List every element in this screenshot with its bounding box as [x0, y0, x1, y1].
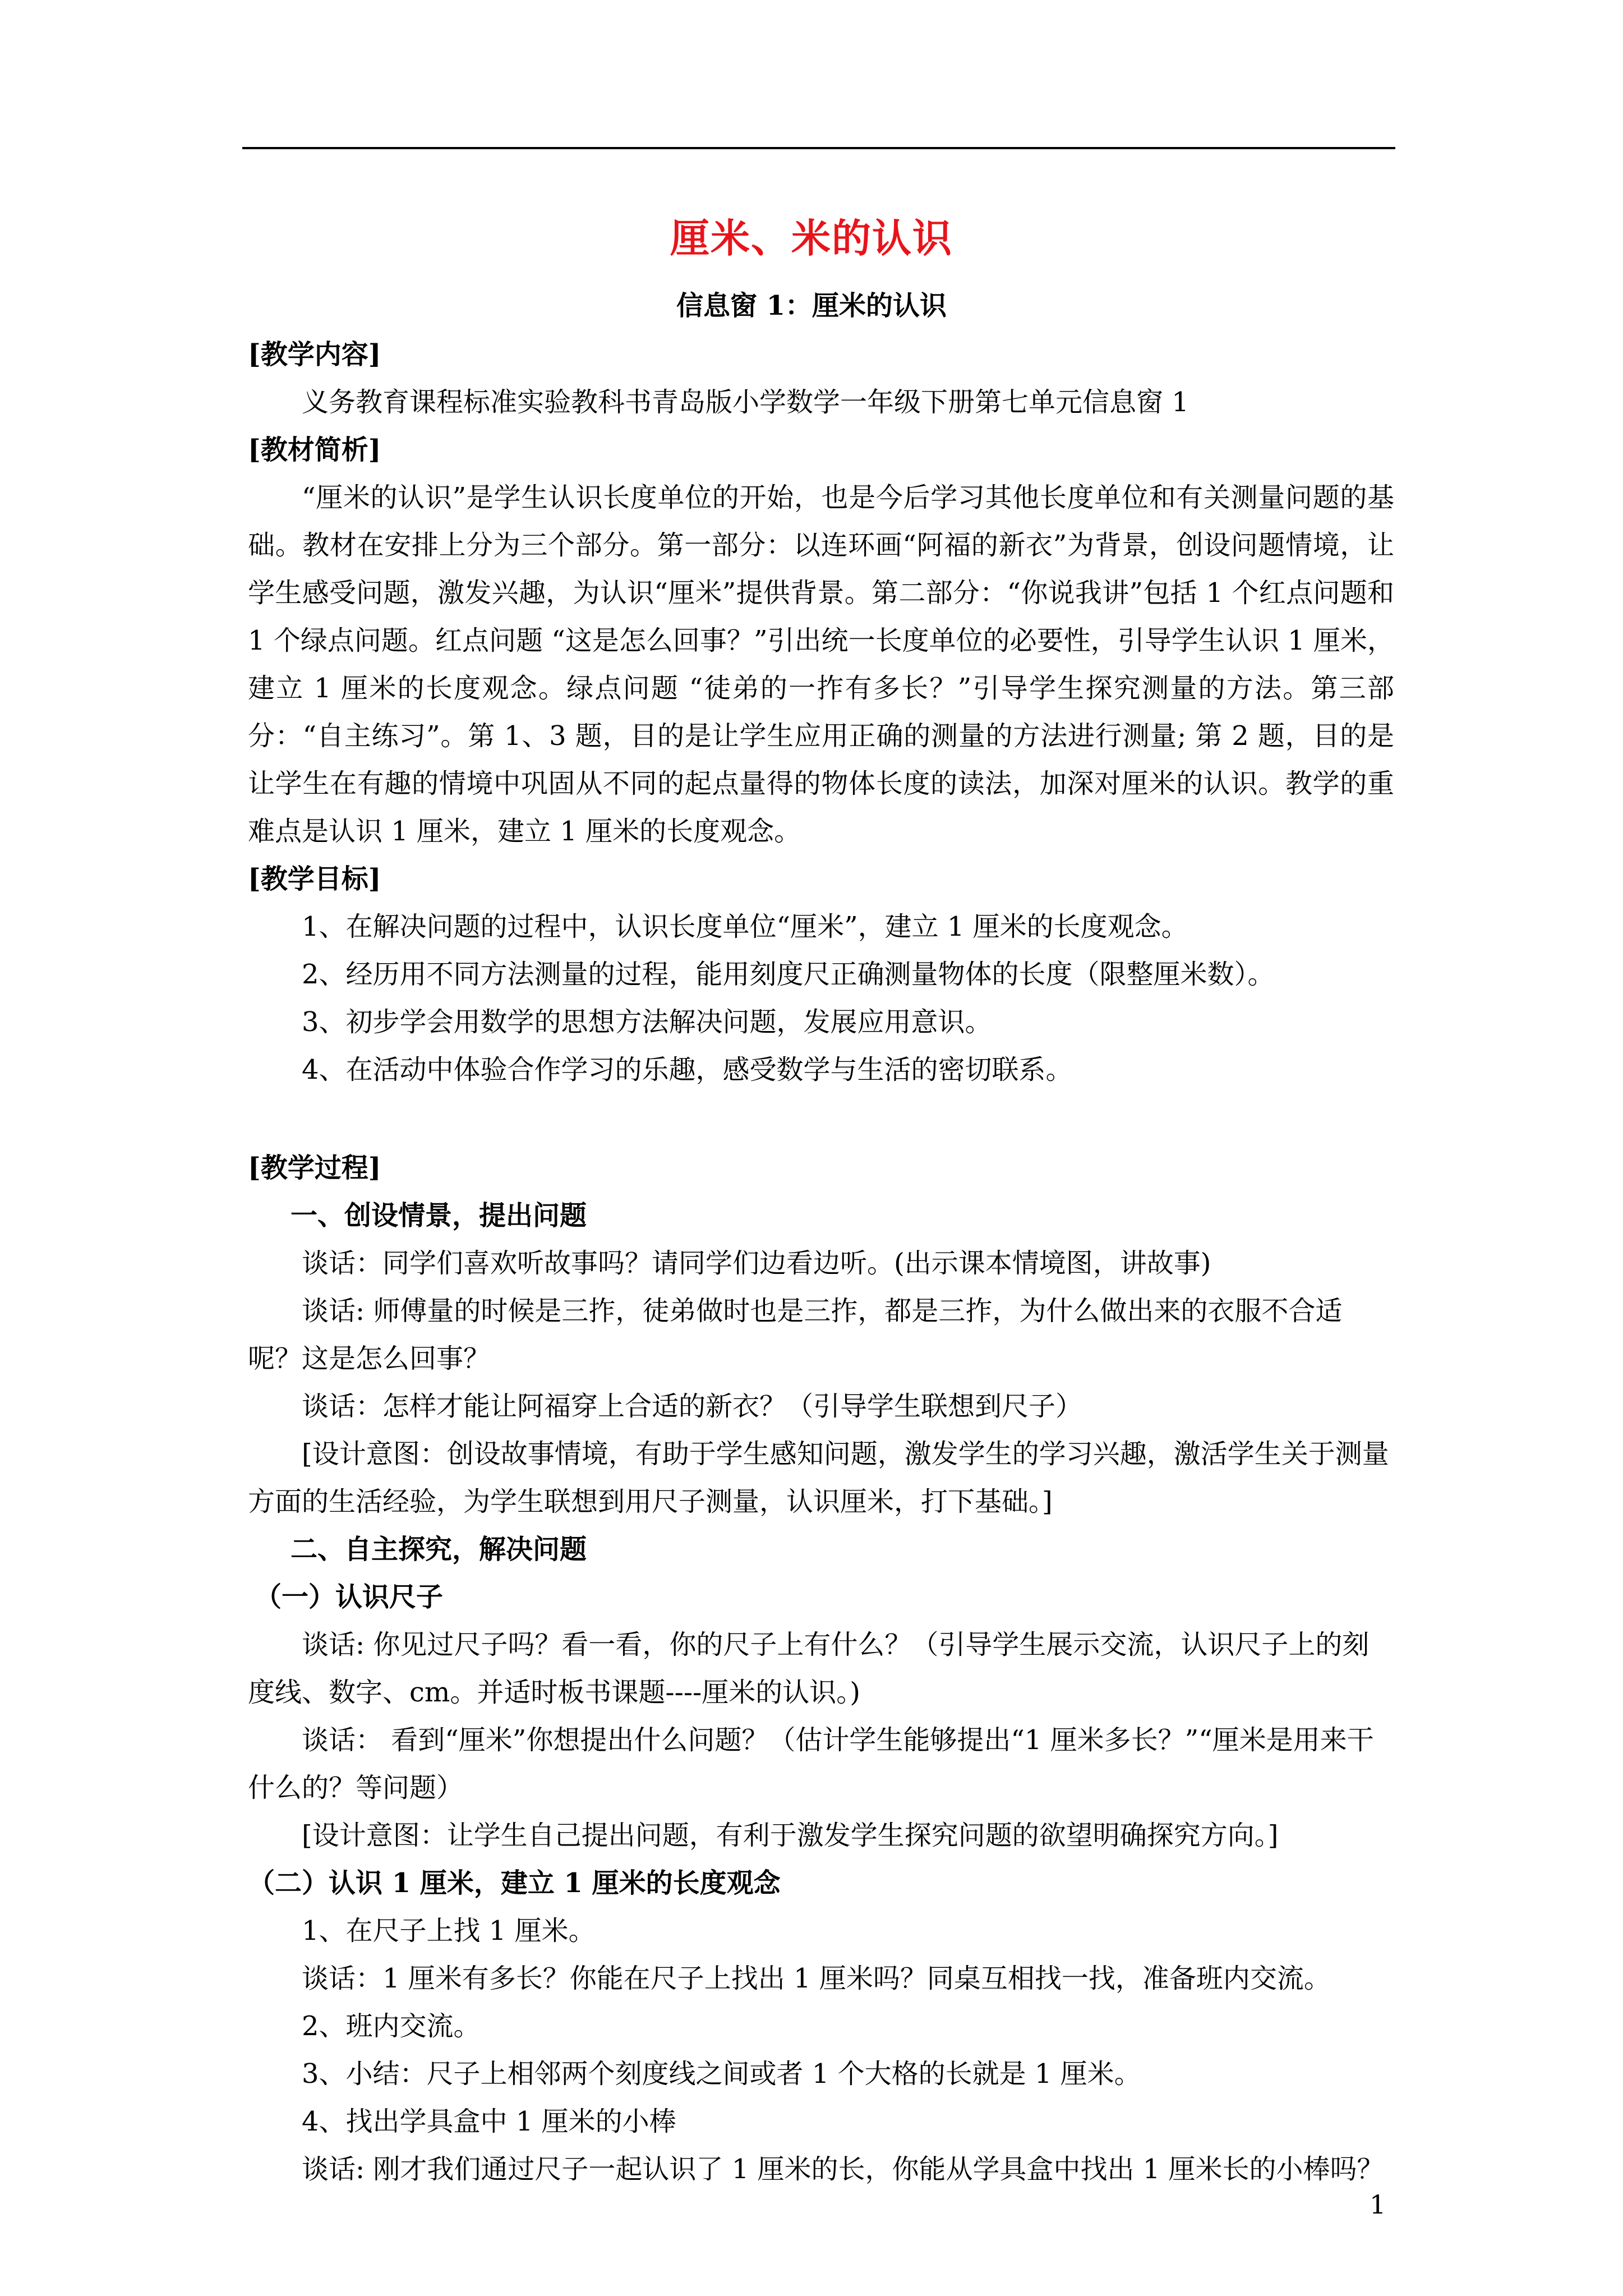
document-subtitle: 信息窗 1：厘米的认识	[676, 290, 947, 321]
analysis-text: “厘米的认识”是学生认识长度单位的开始，也是今后学习其他长度单位和有关测量问题的基础。教材在安排上分为三个部分。第一部分：以连环画“阿福的新衣”为背景，创设问题情境，让学生感受问题，激发兴趣，为认识“厘米”提供背景。第二部分：“你说我讲”包括 1 个红点问题和 1 个绿点问题。红点问题 “这是怎么回事？”引出统一长度单位的必要性，引导学生认识 1 厘米，建立 1 厘米的长度观念。绿点问题 “徒弟的一拃有多长？”引导学生探究测量的方法。第三部分：“自主练习”。第 1、3 题，目的是让学生应用正确的测量的方法进行测量; 第 2 题，目的是让学生在有趣的情境中巩固从不同的起点量得的物体长度的读法，加深对厘米的认识。教学的重难点是认识 1 厘米，建立 1 厘米的长度观念。	[248, 482, 1394, 847]
goal-item: 1、在解决问题的过程中，认识长度单位“厘米”，建立 1 厘米的长度观念。	[302, 911, 1188, 942]
goal-item: 2、经历用不同方法测量的过程，能用刻度尺正确测量物体的长度（限整厘米数）。	[302, 959, 1275, 990]
part2-1-heading: （一）认识尺子	[255, 1581, 444, 1613]
part2-2-heading: （二）认识 1 厘米，建立 1 厘米的长度观念	[248, 1867, 781, 1899]
header-rule	[242, 147, 1395, 149]
part2-2-line: 3、小结：尺子上相邻两个刻度线之间或者 1 个大格的长就是 1 厘米。	[302, 2058, 1141, 2090]
part2-1-design-intent: [设计意图：让学生自己提出问题，有利于激发学生探究问题的欲望明确探究方向。]	[302, 1820, 1279, 1851]
part2-2-line: 1、在尺子上找 1 厘米。	[302, 1915, 596, 1947]
page-number: 1	[1370, 2189, 1386, 2220]
part2-2-line: 4、找出学具盒中 1 厘米的小棒	[302, 2106, 676, 2137]
section-heading-content: [教学内容]	[248, 339, 381, 370]
spacer	[248, 1094, 1394, 1144]
part2-heading: 二、自主探究，解决问题	[291, 1534, 587, 1565]
document-title: 厘米、米的认识	[670, 215, 953, 261]
section-heading-goals: [教学目标]	[248, 863, 381, 895]
goal-item: 3、初步学会用数学的思想方法解决问题，发展应用意识。	[302, 1006, 992, 1038]
part1-line: 谈话: 师傅量的时候是三拃，徒弟做时也是三拃，都是三拃，为什么做出来的衣服不合适呢？这是怎么回事？	[248, 1295, 1343, 1374]
part1-line: 谈话：同学们喜欢听故事吗？请同学们边看边听。(出示课本情境图，讲故事)	[302, 1248, 1211, 1279]
section-heading-analysis: [教材简析]	[248, 434, 381, 466]
content-text: 义务教育课程标准实验教科书青岛版小学数学一年级下册第七单元信息窗 1	[302, 386, 1189, 418]
part1-design-intent: [设计意图：创设故事情境，有助于学生感知问题，激发学生的学习兴趣，激活学生关于测量方面的生活经验，为学生联想到用尺子测量，认识厘米，打下基础。]	[248, 1438, 1389, 1517]
part2-1-line: 谈话： 看到“厘米”你想提出什么问题？（估计学生能够提出“1 厘米多长？”“厘米是用来干什么的？等问题）	[248, 1724, 1374, 1803]
part1-heading: 一、创设情景，提出问题	[291, 1200, 587, 1231]
goal-item: 4、在活动中体验合作学习的乐趣，感受数学与生活的密切联系。	[302, 1054, 1073, 1085]
part2-2-line: 2、班内交流。	[302, 2010, 481, 2042]
part1-line: 谈话：怎样才能让阿福穿上合适的新衣？（引导学生联想到尺子）	[302, 1391, 1083, 1422]
document-body	[248, 331, 1394, 2193]
part2-2-line: 谈话：1 厘米有多长？你能在尺子上找出 1 厘米吗？同桌互相找一找，准备班内交流。	[302, 1963, 1331, 1994]
part2-2-line: 谈话: 刚才我们通过尺子一起认识了 1 厘米的长，你能从学具盒中找出 1 厘米长的小棒吗？	[302, 2154, 1384, 2185]
part2-1-line: 谈话: 你见过尺子吗？看一看，你的尺子上有什么？（引导学生展示交流，认识尺子上的刻度线、数字、cm。并适时板书课题----厘米的认识。)	[248, 1629, 1370, 1708]
section-heading-process: [教学过程]	[248, 1152, 381, 1184]
